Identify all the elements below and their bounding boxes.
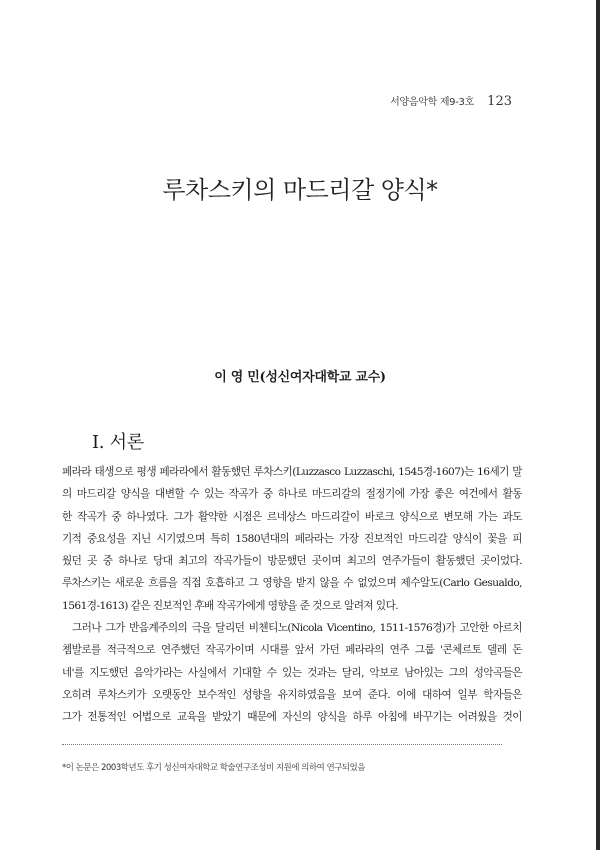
text-line: 웠던 곳 중 하나로 당대 최고의 작곡가들이 방문했던 곳이며 최고의 연주가들이 활동했던 곳이었다. [62, 555, 522, 568]
text-line: 그가 전통적인 어법으로 교육을 받았기 때문에 자신의 양식을 하루 아침에 바꾸기는 어려웠을 것이 [62, 711, 522, 724]
author-line: 이 영 민(성신여자대학교 교수) [214, 370, 386, 385]
footnote: *이 논문은 2003학년도 후기 성신여자대학교 학술연구조성비 지원에 의하여 연구되었음 [62, 762, 366, 772]
text-line: 한 작곡가 중 하나였다. 그가 활약한 시점은 르네상스 마드리갈이 바로크 양식으로 변모해 가는 과도 [62, 510, 522, 523]
body-text [62, 461, 522, 729]
text-line: 기적 중요성을 지닌 시기였으며 특히 1580년대의 페라라는 가장 진보적인 마드리갈 양식이 꽃을 피 [62, 532, 522, 545]
footnote-divider [62, 744, 502, 745]
page-edge-rule [596, 0, 600, 850]
section-heading-introduction: I. 서론 [92, 432, 144, 453]
text-line: 오히려 루차스키가 오랫동안 보수적인 성향을 유지하였음을 보여 준다. 이에 대하여 일부 학자들은 [62, 688, 522, 701]
article-title: 루차스키의 마드리갈 양식* [162, 176, 438, 204]
text-line: 루차스키는 새로운 흐름을 직접 호흡하고 그 영향을 받지 않을 수 없었으며 제수알도(Carlo Gesualdo, [62, 577, 522, 590]
text-line: 그러나 그가 반음계주의의 극을 달리던 비첸티노(Nicola Vicentino, 1511-1576경)가 고안한 아르치 [72, 622, 522, 635]
running-header [390, 93, 512, 109]
page-number: 123 [487, 94, 512, 109]
text-line: 1561경-1613) 같은 진보적인 후배 작곡가에게 영향을 준 것으로 알려져 있다. [62, 599, 399, 612]
text-line: 네'를 지도했던 음악가라는 사실에서 기대할 수 있는 것과는 달리, 악보로 남아있는 그의 성악곡들은 [62, 666, 522, 679]
text-line: 쳄발로를 적극적으로 연주했던 작곡가이며 시대를 앞서 가던 페라라의 연주 그룹 '콘체르토 델레 돈 [62, 644, 522, 657]
text-line: 의 마드리갈 양식을 대변할 수 있는 작곡가 중 하나로 마드리갈의 절정기에 가장 좋은 여건에서 활동 [62, 488, 522, 501]
text-line: 페라라 태생으로 평생 페라라에서 활동했던 루차스키(Luzzasco Luzzaschi, 1545경-1607)는 16세기 말 [62, 466, 522, 478]
journal-name: 서양음악학 제9-3호 [390, 97, 474, 108]
